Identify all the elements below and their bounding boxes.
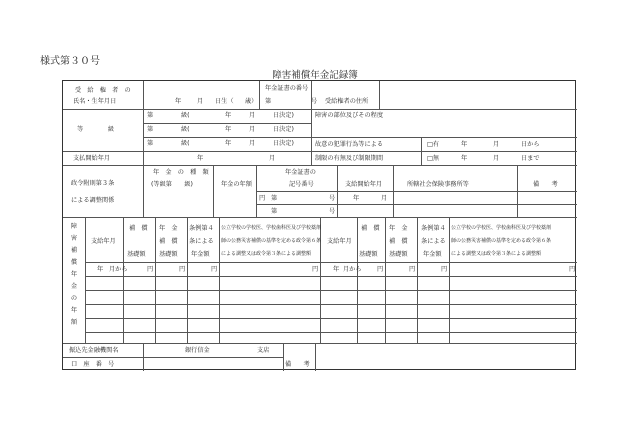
rule bbox=[385, 217, 386, 343]
rule bbox=[256, 165, 257, 217]
row-month-from: 月から bbox=[343, 266, 362, 273]
col-pension-sub: 補 償 bbox=[159, 238, 178, 245]
row-yen: 円 bbox=[441, 266, 448, 273]
rule bbox=[337, 165, 338, 217]
col-month-label: 支給年月 bbox=[91, 238, 116, 245]
col-adjust-sub2: による調整又は政令第３条による調整額 bbox=[451, 251, 542, 257]
grade-nen: 年 bbox=[225, 140, 232, 147]
rule bbox=[357, 217, 358, 343]
payment-year: 年 bbox=[197, 155, 204, 162]
grade-kettei: 日決定) bbox=[273, 140, 294, 147]
col-ordinance-sub2: 年金額 bbox=[191, 251, 210, 258]
col-base-sub: 基礎額 bbox=[359, 251, 378, 258]
rule bbox=[283, 343, 284, 371]
restriction-month: 月 bbox=[493, 155, 500, 162]
bank-label: 振込先金融機関名 bbox=[69, 347, 119, 354]
rule bbox=[85, 262, 577, 263]
rule bbox=[417, 217, 418, 343]
rule bbox=[393, 165, 394, 217]
grade-dai: 第 bbox=[147, 126, 154, 133]
col-ordinance-sub: 条による bbox=[421, 238, 446, 245]
col-pension-sub2: 基礎額 bbox=[159, 251, 178, 258]
grade-kyu: 級( bbox=[181, 140, 190, 147]
rule bbox=[315, 343, 316, 371]
rule bbox=[63, 151, 577, 152]
annual-amount-label: 年金の年額 bbox=[221, 181, 252, 188]
row-yen: 円 bbox=[211, 266, 218, 273]
rule bbox=[320, 217, 321, 343]
row-year: 年 bbox=[333, 266, 340, 273]
rule bbox=[155, 217, 156, 343]
rule bbox=[187, 217, 188, 343]
rule bbox=[311, 137, 577, 138]
rule bbox=[85, 290, 577, 291]
rule bbox=[85, 217, 86, 343]
cert-go: 号 bbox=[311, 98, 318, 105]
restriction-from: 日から bbox=[521, 141, 540, 148]
rule bbox=[311, 81, 312, 165]
rule bbox=[219, 217, 220, 343]
rule bbox=[63, 109, 577, 110]
rule bbox=[143, 81, 144, 217]
rule bbox=[517, 165, 518, 217]
grade-nen: 年 bbox=[225, 112, 232, 119]
rule bbox=[85, 276, 577, 277]
col-pension-label: 年 金 bbox=[389, 225, 408, 232]
row-month-from: 月から bbox=[109, 266, 128, 273]
age: 歳） bbox=[245, 98, 258, 105]
col-pension-sub2: 基礎額 bbox=[389, 251, 408, 258]
annual-side-label: 障害補償年金の年額 bbox=[70, 223, 78, 326]
account-label: 口 座 番 号 bbox=[71, 361, 115, 368]
adjustment-year: 年 bbox=[353, 195, 360, 202]
rule bbox=[421, 137, 422, 165]
restriction-year: 年 bbox=[461, 141, 468, 148]
col-adjust-sub2: による調整又は政令第３条による調整額 bbox=[221, 251, 312, 257]
rule bbox=[85, 318, 577, 319]
row-yen: 円 bbox=[147, 266, 154, 273]
bank-remarks: 備 考 bbox=[285, 361, 310, 368]
rule bbox=[63, 343, 577, 344]
col-base-sub: 基礎額 bbox=[127, 251, 146, 258]
office-label: 所轄社会保険事務所等 bbox=[407, 181, 469, 188]
pension-type-sub: (等級第 級) bbox=[151, 181, 193, 188]
adjustment-go: 号 bbox=[329, 195, 336, 202]
adjustment-dai: 第 bbox=[271, 195, 278, 202]
grade-kyu: 級( bbox=[181, 126, 190, 133]
rule bbox=[449, 217, 450, 343]
adjustment-sub-label: による調整関係 bbox=[71, 197, 115, 204]
restriction-yes: □有 bbox=[427, 141, 440, 148]
rule bbox=[256, 204, 577, 205]
col-month-label: 支給年月 bbox=[327, 238, 352, 245]
row-yen: 円 bbox=[409, 266, 416, 273]
restriction-no: □無 bbox=[427, 155, 440, 162]
grade-tsuki: 月 bbox=[249, 126, 256, 133]
grade-tsuki: 月 bbox=[249, 112, 256, 119]
recipient-sub-label: 氏名・生年月日 bbox=[73, 98, 117, 105]
col-adjust-sub: 師の公務災害補償の基準を定める政令第６条 bbox=[451, 238, 552, 244]
recipient-label: 受 給 権 者 の bbox=[75, 87, 131, 94]
grade-dai: 第 bbox=[147, 112, 154, 119]
col-adjust-sub: 師の公務災害補償の基準を定める政令第６条 bbox=[221, 238, 322, 244]
pension-type-label: 年 金 の 種 類 bbox=[153, 169, 209, 176]
birth-month: 月 bbox=[197, 98, 204, 105]
start-label: 支給開始年月 bbox=[345, 181, 383, 188]
address-label: 受給権者の住所 bbox=[325, 98, 369, 105]
col-ordinance-label: 条例第４ bbox=[189, 225, 214, 232]
grade-kettei: 日決定) bbox=[273, 126, 294, 133]
adjustment-label: 政令附則第３条 bbox=[71, 180, 115, 187]
bank-name: 銀行信金 bbox=[185, 347, 210, 354]
row-yen: 円 bbox=[312, 266, 319, 273]
form-number: 様式第３０号 bbox=[40, 56, 100, 67]
grade-kyu: 級( bbox=[181, 112, 190, 119]
remarks-label: 備 考 bbox=[533, 181, 558, 188]
adjustment-yen: 円 bbox=[259, 195, 266, 202]
row-year: 年 bbox=[97, 266, 104, 273]
rule bbox=[85, 332, 577, 333]
rule bbox=[123, 217, 124, 343]
row-yen: 円 bbox=[179, 266, 186, 273]
payment-month: 月 bbox=[269, 155, 276, 162]
col-adjust-label: 公立学校の学校医、学校歯科医及び学校薬剤 bbox=[221, 225, 322, 231]
adjustment-dai: 第 bbox=[271, 208, 278, 215]
rule bbox=[143, 137, 311, 138]
grade-kettei: 日決定) bbox=[273, 112, 294, 119]
row-yen: 円 bbox=[569, 266, 576, 273]
col-pension-label: 年 金 bbox=[159, 225, 178, 232]
rule bbox=[63, 357, 283, 358]
row-yen: 円 bbox=[377, 266, 384, 273]
rule bbox=[256, 191, 577, 192]
restriction-label: 制限の有無及び制限期間 bbox=[315, 155, 384, 162]
col-pension-sub: 補 償 bbox=[389, 238, 408, 245]
grade-dai: 第 bbox=[147, 140, 154, 147]
col-adjust-label: 公立学校の学校医、学校歯科医及び学校薬剤 bbox=[451, 225, 552, 231]
col-ordinance-label: 条例第４ bbox=[421, 225, 446, 232]
cert-symbol-sub: 記号番号 bbox=[289, 181, 314, 188]
birth-year: 年 bbox=[175, 98, 182, 105]
rule bbox=[63, 165, 577, 166]
birth-day: 日生（ bbox=[215, 98, 234, 105]
page-title: 障害補償年金記録簿 bbox=[272, 70, 358, 81]
rule bbox=[143, 343, 144, 371]
bank-branch: 支店 bbox=[257, 347, 270, 354]
col-ordinance-sub2: 年金額 bbox=[423, 251, 442, 258]
rule bbox=[379, 81, 380, 109]
adjustment-go: 号 bbox=[329, 208, 336, 215]
injury-label: 障害の部位及びその程度 bbox=[315, 112, 384, 119]
restriction-year: 年 bbox=[461, 155, 468, 162]
restriction-month: 月 bbox=[493, 141, 500, 148]
grade-label: 等 級 bbox=[77, 126, 115, 133]
crime-label: 故意の犯罪行為等による bbox=[315, 141, 384, 148]
record-sheet bbox=[62, 80, 576, 370]
col-base-label: 補 償 bbox=[129, 225, 148, 232]
payment-start-label: 支払開始年月 bbox=[73, 155, 111, 162]
grade-tsuki: 月 bbox=[249, 140, 256, 147]
rule bbox=[85, 304, 577, 305]
cert-no-label: 年金証書の番号 bbox=[265, 85, 309, 92]
restriction-until: 日まで bbox=[521, 155, 540, 162]
adjustment-month: 月 bbox=[381, 195, 388, 202]
rule bbox=[143, 123, 311, 124]
cert-dai: 第 bbox=[265, 98, 272, 105]
grade-nen: 年 bbox=[225, 126, 232, 133]
rule bbox=[213, 165, 214, 217]
col-base-label: 補 償 bbox=[361, 225, 380, 232]
cert-symbol-label: 年金証書の bbox=[285, 169, 316, 176]
col-ordinance-sub: 条による bbox=[189, 238, 214, 245]
rule bbox=[259, 81, 260, 109]
